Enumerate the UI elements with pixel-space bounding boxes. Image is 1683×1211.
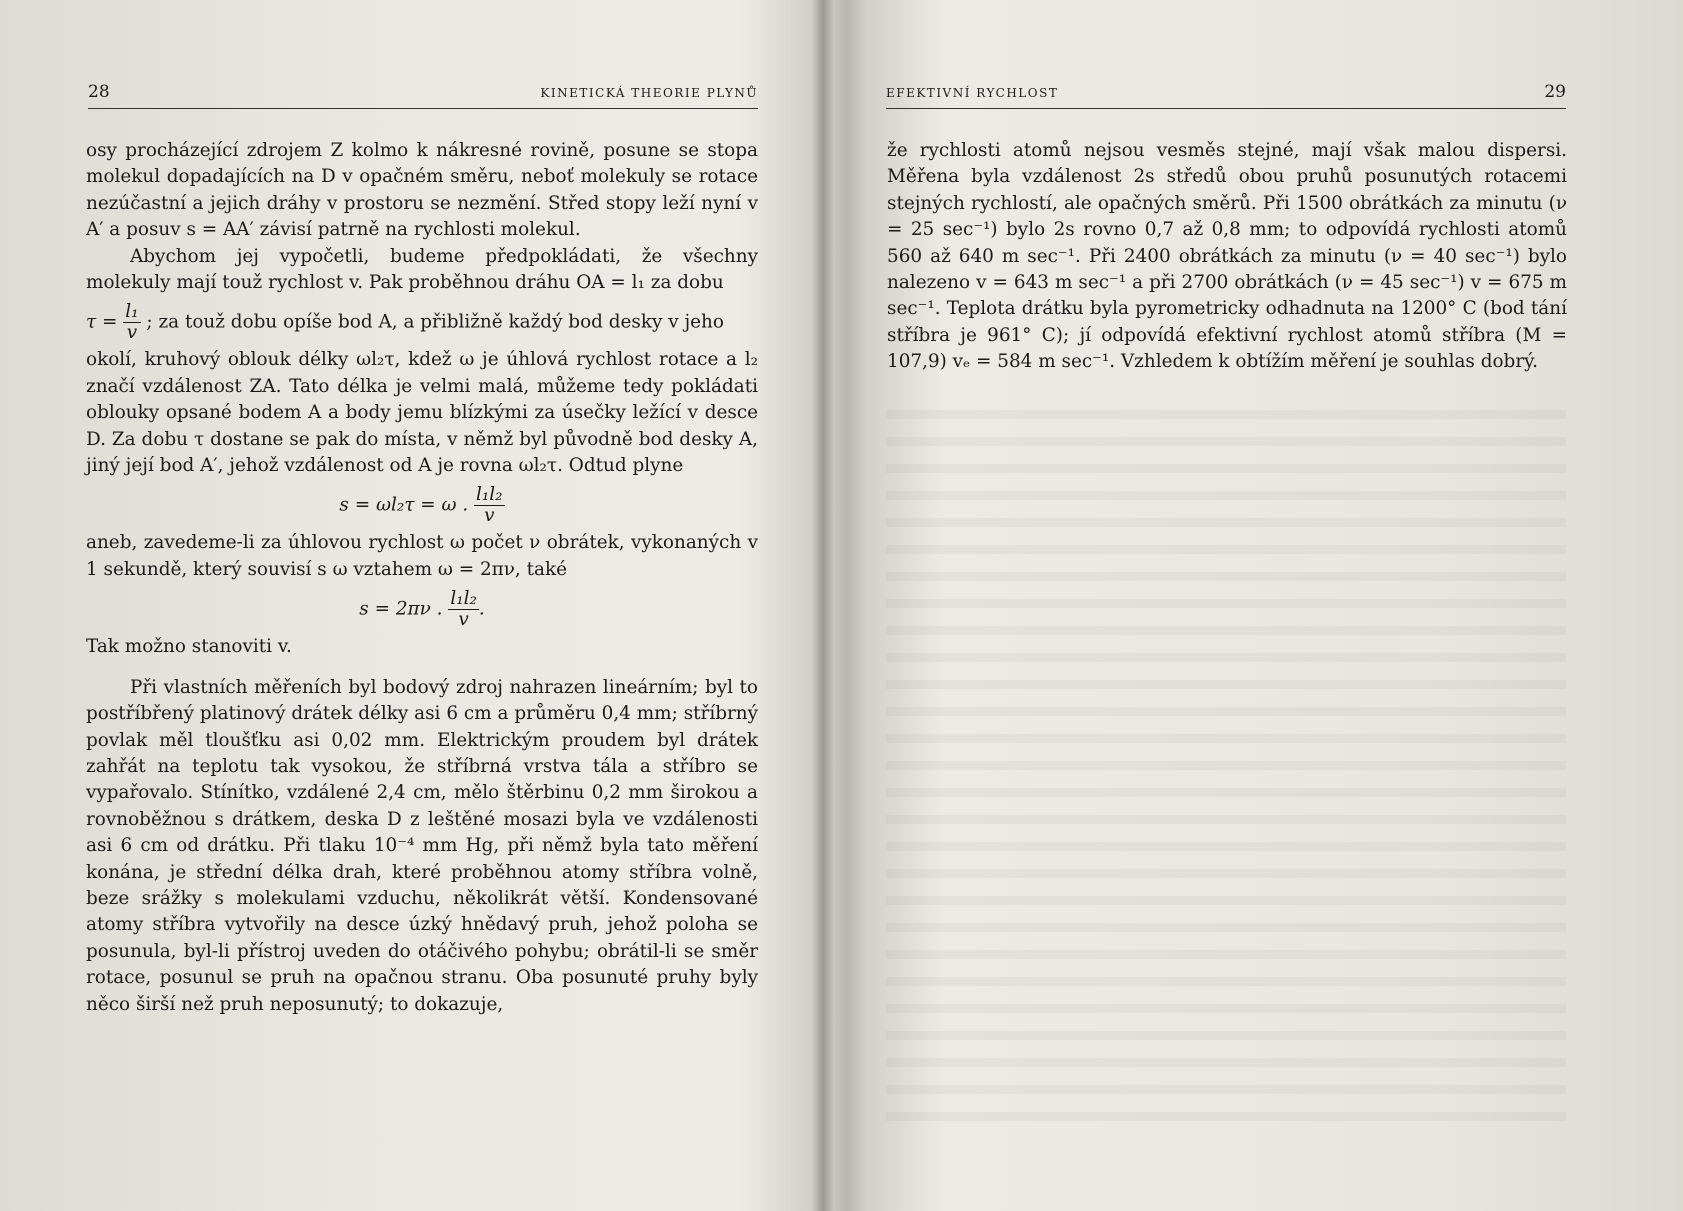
equation-fraction: [448, 589, 479, 630]
right-running-title: EFEKTIVNÍ RYCHLOST: [886, 86, 1059, 100]
fraction-numerator: l₁l₂: [450, 588, 477, 610]
fraction-denominator: v: [458, 609, 469, 631]
paragraph: Tak možno stanoviti v.: [86, 636, 292, 658]
equation-2: [86, 589, 758, 630]
tau-lhs: τ =: [86, 311, 118, 333]
paragraph: okolí, kruhový oblouk délky ωl₂τ, kdež ω je úhlová rychlost rotace a l₂ značí vzdálenost ZA. Tato délka je velmi malá, můžeme tedy pokládati oblouky opsané bodem A a body jemu blízkými za úsečky ležící v desce D. Za dobu τ dostane se pak do místa, v němž byl původně bod desky A, jiný její bod A′, jehož vzdálenost od A je rovna ωl₂τ. Odtud plyne: [86, 349, 758, 477]
equation-tail: .: [478, 598, 485, 620]
equation-1: [86, 485, 758, 526]
paragraph: Při vlastních měřeních byl bodový zdroj nahrazen lineárním; byl to postříbřený platinový drátek délky asi 6 cm a průměru 0,4 mm; stříbrný povlak měl tloušťku asi 0,02 mm. Elektrickým proudem byl drátek zahřát na teplotu tak vysokou, že stříbrná vrstva tála a stříbro se vypařovalo. Stínítko, vzdálené 2,4 cm, mělo štěrbinu 0,2 mm širokou a rovnoběžnou s drátkem, deska D z leštěné mosazi byla ve vzdálenosti asi 6 cm od drátku. Při tlaku 10⁻⁴ mm Hg, při němž byla tato měření konána, je střední délka drah, které proběhnou atomy stříbra volně, beze srážky s molekulami vzduchu, několikrát větší. Kondensované atomy stříbra vytvořily na desce úzký hnědavý pruh, jehož poloha se posunula, byl-li přístroj uveden do otáčivého pohybu; obrátil-li se směr rotace, posunul se pruh na opačnou stranu. Oba posunuté pruhy byly něco širší než pruh neposunutý; to dokazuje,: [86, 676, 758, 1015]
paragraph: že rychlosti atomů nejsou vesměs stejné, mají však malou dispersi. Měřena byla vzdálenost 2s středů obou pruhů posunutých rotacemi stejných rychlostí, ale opačných směrů. Při 1500 obrátkách za minutu (ν = 25 sec⁻¹) bylo 2s rovno 0,7 až 0,8 mm; to odpovídá rychlosti atomů 560 až 640 m sec⁻¹. Při 2400 obrátkách za minutu (ν = 40 sec⁻¹) bylo nalezeno v = 643 m sec⁻¹ a při 2700 obrátkách (ν = 45 sec⁻¹) v = 675 m sec⁻¹. Teplota drátku byla pyrometricky odhadnuta na 1200° C (bod tání stříbra je 961° C); jí odpovídá efektivní rychlost atomů stříbra (M = 107,9) vₑ = 584 m sec⁻¹. Vzhledem k obtížím měření je souhlas dobrý.: [887, 140, 1567, 373]
left-page-body: [86, 138, 758, 1018]
equation-fraction: [474, 485, 505, 526]
fraction-numerator: l₁l₂: [476, 484, 503, 506]
show-through-text: [886, 410, 1566, 1130]
equation-lhs: s = ωl₂τ = ω .: [339, 494, 469, 516]
right-page-header: [886, 82, 1566, 109]
fraction-denominator: v: [126, 322, 138, 344]
left-running-title: KINETICKÁ THEORIE PLYNŮ: [540, 86, 758, 100]
equation-lhs: s = 2πν .: [359, 598, 443, 620]
paragraph: aneb, zavedeme-li za úhlovou rychlost ω počet ν obrátek, vykonaných v 1 sekundě, který souvisí s ω vztahem ω = 2πν, také: [86, 532, 758, 580]
tau-fraction: [123, 302, 140, 343]
tau-text: ; za touž dobu opíše bod A, a přibližně každý bod desky v jeho: [146, 311, 724, 333]
left-page-header: [88, 82, 758, 109]
paragraph: Abychom jej vypočetli, budeme předpokládati, že všechny molekuly mají touž rychlost v. Pak proběhnou dráhu OA = l₁ za dobu: [86, 245, 758, 294]
left-page: [0, 0, 820, 1211]
paragraph: osy procházející zdrojem Z kolmo k nákresné rovině, posune se stopa molekul dopadajících na D v opačném směru, neboť molekuly se rotace nezúčastní a jejich dráhy v prostoru se nezmění. Střed stopy leží nyní v A′ a posuv s = AA′ závisí patrně na rychlosti molekul.: [86, 140, 758, 241]
right-page: [830, 0, 1683, 1211]
tau-equation-line: [86, 302, 758, 343]
right-page-body: [887, 138, 1567, 376]
fraction-numerator: l₁: [125, 301, 139, 323]
right-page-number: 29: [1544, 82, 1566, 102]
fraction-denominator: v: [484, 505, 495, 527]
left-page-number: 28: [88, 82, 110, 102]
